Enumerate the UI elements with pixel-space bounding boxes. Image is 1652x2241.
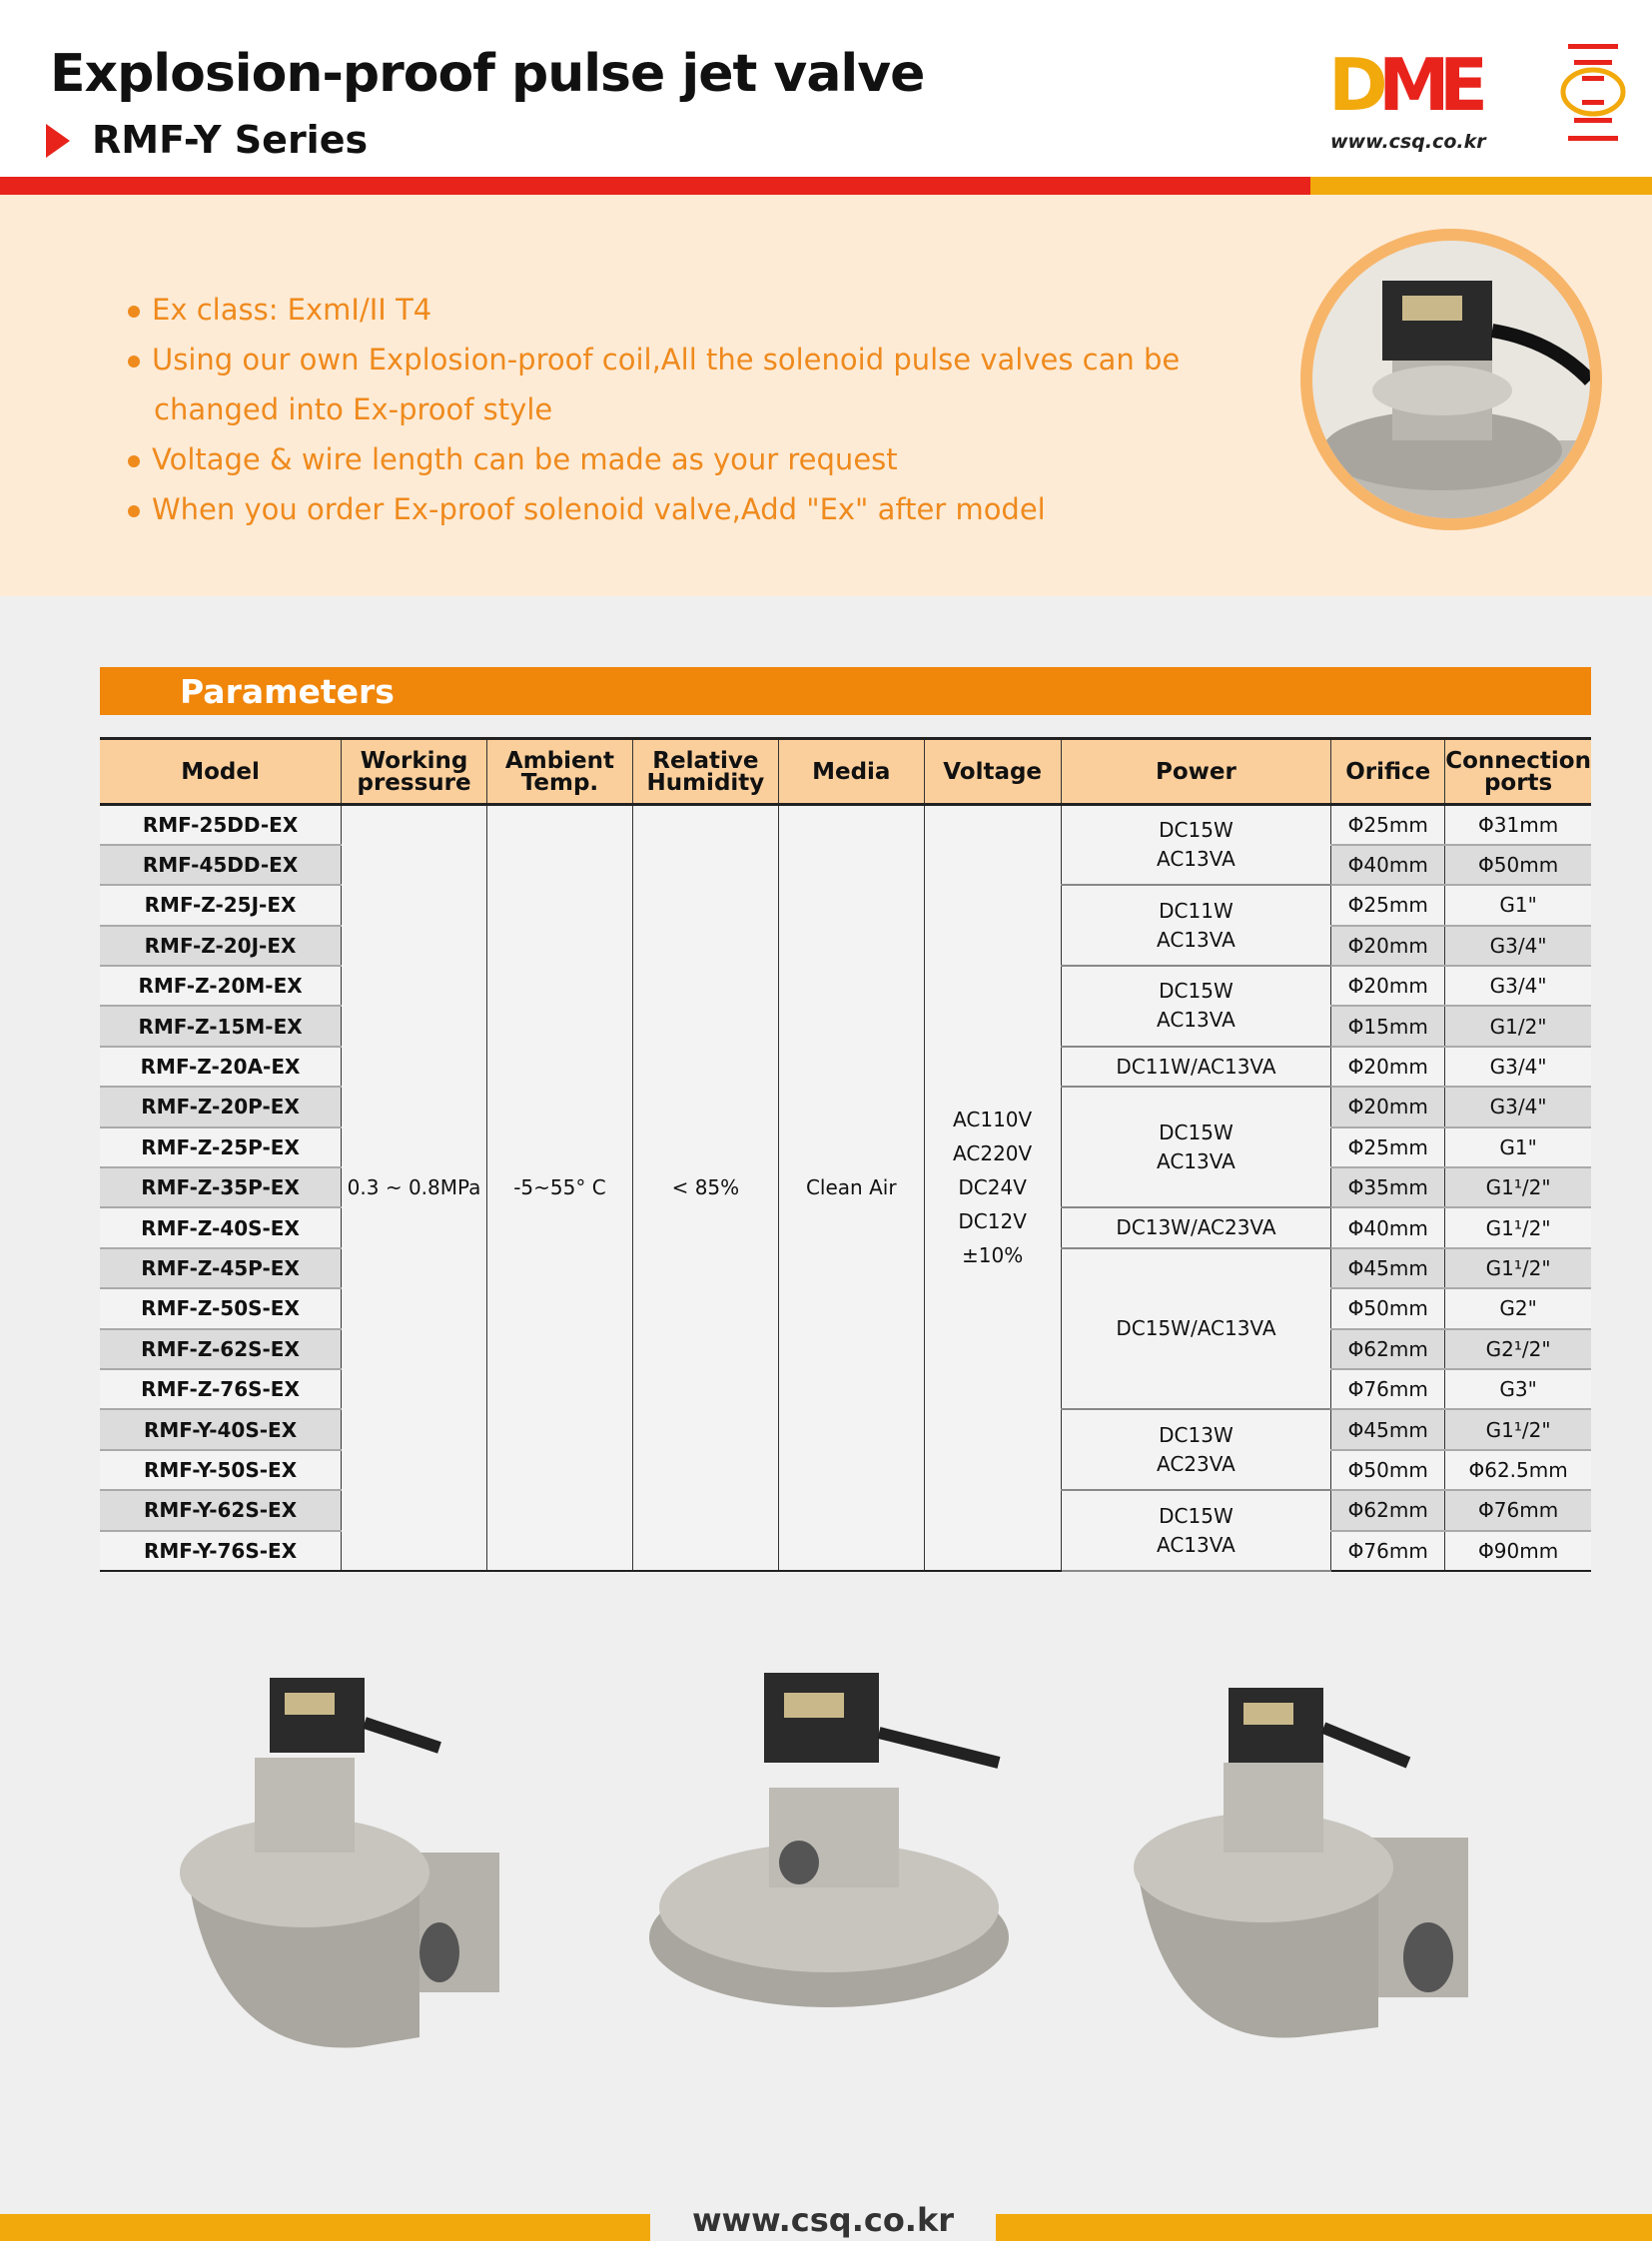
power-cell	[1061, 1207, 1331, 1247]
connection-port-cell: G3/4"	[1445, 1047, 1591, 1087]
power-line: DC15W	[1159, 1503, 1234, 1528]
power-line: DC13W	[1159, 1422, 1234, 1447]
orifice-cell: Φ50mm	[1331, 1450, 1445, 1490]
model-cell: RMF-Z-25J-EX	[100, 885, 342, 925]
model-cell: RMF-45DD-EX	[100, 845, 342, 885]
orifice-cell: Φ45mm	[1331, 1248, 1445, 1288]
valve-product-images	[0, 1638, 1652, 2077]
connection-port-cell: G1¹/2"	[1445, 1207, 1591, 1247]
orifice-cell: Φ76mm	[1331, 1531, 1445, 1571]
bullet-icon	[128, 356, 140, 368]
media-cell: Clean Air	[778, 805, 924, 1571]
page-title: Explosion-proof pulse jet valve	[50, 44, 925, 104]
power-line: AC23VA	[1157, 1451, 1236, 1476]
model-cell: RMF-Y-76S-EX	[100, 1531, 342, 1571]
connection-port-cell: G1¹/2"	[1445, 1248, 1591, 1288]
footer-bar-right	[996, 2214, 1652, 2241]
connection-port-cell: G1/2"	[1445, 1006, 1591, 1046]
feature-item: When you order Ex-proof solenoid valve,Add "Ex" after model	[128, 484, 1180, 534]
model-cell: RMF-Z-20P-EX	[100, 1087, 342, 1126]
feature-item: Ex class: ExmI/II T4	[128, 285, 1180, 335]
column-header: Power	[1061, 739, 1331, 805]
connection-port-cell: G3/4"	[1445, 1087, 1591, 1126]
page-header	[0, 0, 1652, 177]
connection-port-cell: Φ62.5mm	[1445, 1450, 1591, 1490]
orifice-cell: Φ40mm	[1331, 1207, 1445, 1247]
orifice-cell: Φ25mm	[1331, 1127, 1445, 1167]
connection-port-cell: Φ76mm	[1445, 1490, 1591, 1530]
power-line: DC11W	[1159, 898, 1234, 923]
orifice-cell: Φ20mm	[1331, 926, 1445, 966]
feature-item-continued: changed into Ex-proof style	[154, 392, 553, 426]
table-row	[100, 805, 1591, 845]
power-cell	[1061, 1409, 1331, 1490]
column-header: Ambient Temp.	[487, 739, 633, 805]
column-header: Model	[100, 739, 342, 805]
orifice-cell: Φ62mm	[1331, 1490, 1445, 1530]
valve-image-left	[180, 1678, 499, 2048]
connection-port-cell: G1"	[1445, 885, 1591, 925]
orifice-cell: Φ20mm	[1331, 966, 1445, 1006]
model-cell: RMF-Z-25P-EX	[100, 1127, 342, 1167]
connection-port-cell: G3/4"	[1445, 926, 1591, 966]
power-line: DC13W/AC23VA	[1116, 1215, 1276, 1240]
orifice-cell: Φ20mm	[1331, 1047, 1445, 1087]
voltage-option: DC12V	[958, 1209, 1027, 1234]
footer-url[interactable]: www.csq.co.kr	[691, 2201, 955, 2239]
connection-port-cell: G3/4"	[1445, 966, 1591, 1006]
power-line: AC13VA	[1157, 1008, 1236, 1033]
column-header: Relative Humidity	[632, 739, 778, 805]
model-cell: RMF-Z-15M-EX	[100, 1006, 342, 1046]
voltage-cell	[924, 805, 1061, 1571]
bullet-icon	[128, 306, 140, 318]
voltage-option: AC110V	[953, 1108, 1033, 1132]
model-cell: RMF-Y-40S-EX	[100, 1409, 342, 1449]
connection-port-cell: Φ31mm	[1445, 805, 1591, 845]
power-cell	[1061, 1047, 1331, 1087]
orifice-cell: Φ20mm	[1331, 1087, 1445, 1126]
connection-port-cell: G1¹/2"	[1445, 1167, 1591, 1207]
connection-port-cell: Φ90mm	[1445, 1531, 1591, 1571]
column-header: Orifice	[1331, 739, 1445, 805]
power-cell	[1061, 1490, 1331, 1571]
power-line: DC15W	[1159, 979, 1234, 1004]
feature-item: Using our own Explosion-proof coil,All the solenoid pulse valves can be	[128, 335, 1180, 384]
valve-image-right	[1134, 1688, 1468, 2038]
connection-port-cell: G2"	[1445, 1288, 1591, 1328]
header-red-bar	[0, 177, 1310, 195]
parameters-heading: Parameters	[180, 672, 395, 711]
power-line: AC13VA	[1157, 1148, 1236, 1173]
feature-list	[128, 285, 1180, 534]
model-cell: RMF-25DD-EX	[100, 805, 342, 845]
voltage-option: AC220V	[953, 1141, 1033, 1166]
column-header: Voltage	[924, 739, 1061, 805]
column-header: Media	[778, 739, 924, 805]
power-line: AC13VA	[1157, 1532, 1236, 1557]
orifice-cell: Φ25mm	[1331, 805, 1445, 845]
model-cell: RMF-Z-20M-EX	[100, 966, 342, 1006]
orifice-cell: Φ50mm	[1331, 1288, 1445, 1328]
column-header: Working pressure	[342, 739, 487, 805]
triangle-bullet-icon	[46, 124, 70, 158]
orifice-cell: Φ25mm	[1331, 885, 1445, 925]
bullet-icon	[128, 505, 140, 517]
orifice-cell: Φ15mm	[1331, 1006, 1445, 1046]
bullet-icon	[128, 455, 140, 467]
power-line: DC15W/AC13VA	[1116, 1316, 1276, 1341]
svg-text:ME: ME	[1378, 43, 1488, 127]
humidity-cell: < 85%	[632, 805, 778, 1571]
temp-cell: -5~55° C	[487, 805, 633, 1571]
model-cell: RMF-Z-45P-EX	[100, 1248, 342, 1288]
valve-closeup-image	[1300, 229, 1602, 530]
connection-port-cell: G3"	[1445, 1369, 1591, 1409]
valve-image-center	[649, 1673, 1009, 2007]
model-cell: RMF-Z-20J-EX	[100, 926, 342, 966]
model-cell: RMF-Z-40S-EX	[100, 1207, 342, 1247]
orifice-cell: Φ40mm	[1331, 845, 1445, 885]
svg-text:D: D	[1328, 43, 1388, 127]
power-cell	[1061, 1087, 1331, 1207]
power-cell	[1061, 885, 1331, 966]
logo-url: www.csq.co.kr	[1330, 131, 1486, 153]
column-header: Connection ports	[1445, 739, 1591, 805]
series-subtitle: RMF-Y Series	[92, 118, 369, 162]
connection-port-cell: G1¹/2"	[1445, 1409, 1591, 1449]
orifice-cell: Φ62mm	[1331, 1329, 1445, 1369]
model-cell: RMF-Y-62S-EX	[100, 1490, 342, 1530]
dme-logo	[1328, 40, 1628, 155]
model-cell: RMF-Z-76S-EX	[100, 1369, 342, 1409]
power-cell	[1061, 1248, 1331, 1410]
voltage-option: DC24V	[958, 1175, 1027, 1200]
power-cell	[1061, 805, 1331, 886]
model-cell: RMF-Z-35P-EX	[100, 1167, 342, 1207]
power-line: DC11W/AC13VA	[1116, 1054, 1276, 1079]
connection-port-cell: G1"	[1445, 1127, 1591, 1167]
connection-port-cell: Φ50mm	[1445, 845, 1591, 885]
orifice-cell: Φ45mm	[1331, 1409, 1445, 1449]
parameters-table	[100, 737, 1591, 1572]
model-cell: RMF-Z-20A-EX	[100, 1047, 342, 1087]
model-cell: RMF-Z-50S-EX	[100, 1288, 342, 1328]
power-cell	[1061, 966, 1331, 1047]
model-cell: RMF-Z-62S-EX	[100, 1329, 342, 1369]
header-orange-bar	[1310, 177, 1652, 195]
footer-bar-left	[0, 2214, 650, 2241]
orifice-cell: Φ35mm	[1331, 1167, 1445, 1207]
pressure-cell: 0.3 ~ 0.8MPa	[342, 805, 487, 1571]
parameters-heading-bar	[100, 667, 1591, 715]
power-line: AC13VA	[1157, 927, 1236, 952]
feature-item: Voltage & wire length can be made as your request	[128, 434, 1180, 484]
power-line: AC13VA	[1157, 847, 1236, 872]
model-cell: RMF-Y-50S-EX	[100, 1450, 342, 1490]
power-line: DC15W	[1159, 818, 1234, 843]
power-line: DC15W	[1159, 1120, 1234, 1144]
connection-port-cell: G2¹/2"	[1445, 1329, 1591, 1369]
voltage-option: ±10%	[962, 1243, 1024, 1268]
features-section	[0, 195, 1652, 596]
orifice-cell: Φ76mm	[1331, 1369, 1445, 1409]
